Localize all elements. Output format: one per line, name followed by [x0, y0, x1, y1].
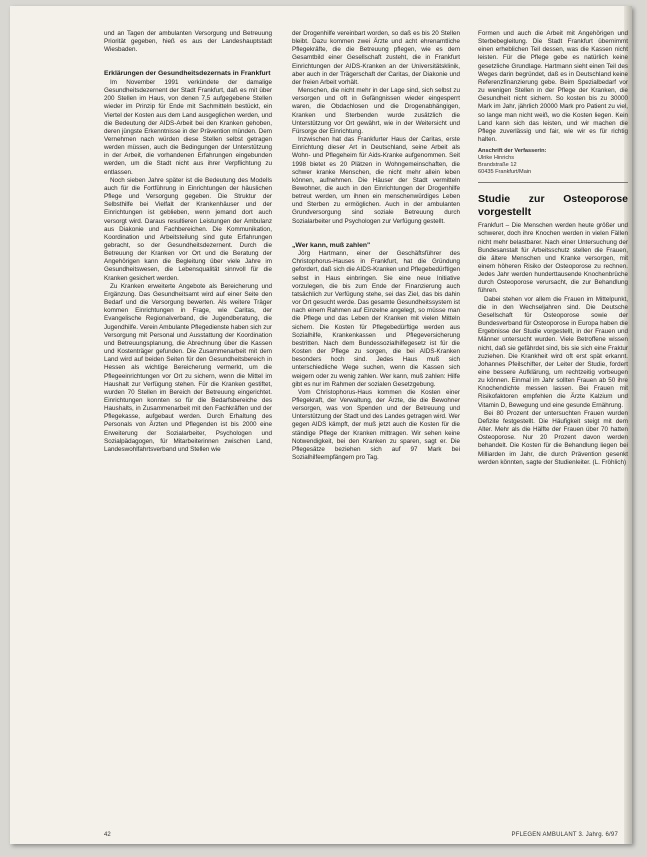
body-paragraph: Im November 1991 verkündete der damalige Gesundheitsdezernent der Stadt Frankfurt, daß es mit über 200 Stellen im Haus, von denen 7,5 aufgegebene Stellen wieder im Prinzip für Ende mit Sachmitteln bestückt, ein Viertel der Kosten aus dem Land ausgeglichen werden, und die Bedeutung der AIDS-Arbeit bei den Kranken gehoben, deren jüngste Erkenntnisse in der Prävention münden. Dem Vernehmen nach würden diese Stellen selbst getragen werden müssen, auch die Bedingungen der Unterstützung in der Arbeit, die vorhandenen Erfahrungen eingebunden werden, um die Stadt nicht aus ihrer Verpflichtung zu entlassen. [104, 78, 272, 176]
text-column-2 [292, 30, 460, 818]
journal-footer: PFLEGEN AMBULANT 3. Jahrg. 6/97 [511, 832, 618, 838]
body-paragraph: Zu Kranken erweiterte Angebote als Bereicherung und Ergänzung. Das Gesundheitsamt wird auf einer Seite den Bedarf und die Versorgung bewerten. Als weitere Träger kommen Einrichtungen in Frage, wie Caritas, der Evangelische Regionalverband, die Jugendberatung, die Jugendhilfe. Verein Ambulante Pflegedienste haben sich zur Versorgung mit Personal und Ausstattung der Koordination und Betreuungsplanung, die Abrechnung über die Kassen und Kostenträger gefunden. Die Zusammenarbeit mit dem Land wird auf beiden Seiten für den Gesundheitsbereich in Hessen als wichtige Bereicherung vermerkt, um die Pflegeeinrichtungen vor Ort zu sichern, wenn die Mittel im Haushalt zur Verfügung stehen. Für die Kranken gestiftet, wurden 70 Stellen im Bereich der Betreuung eingerichtet. Einrichtungen konnten so für die Bedarfsbereiche des Haushalts, in Zusammenarbeit mit den Fachkräften und der Pflegekasse, aufgebaut werden. Durch Erhaltung des Personals von Ärzten und Pflegenden ist bis 2000 eine Erweiterung der Sozialarbeiter, Psychologen und Sozialpädagogen, für Mitarbeiterinnen zwischen Land, Landeswohlfahrtsverband und Stellen wie [104, 282, 272, 453]
body-paragraph: Frankfurt – Die Menschen werden heute größer und schwerer, doch ihre Knochen werden in vielen Fällen nicht mehr belastbarer. Nach einer Untersuchung der Bundesanstalt für Arbeitsschutz stellen die Frauen, die ältere Menschen und Kranke versorgen, mit einem höheren Risiko der Osteoporose zu rechnen. Jedes Jahr werden hunderttausende Knochenbrüche durch Osteoporose verursacht, die zur Behandlung führen. [478, 222, 628, 295]
page-number: 42 [104, 832, 111, 838]
address-line: 60435 Frankfurt/Main [478, 169, 532, 176]
column-intro-text: der Drogenhilfe vereinbart worden, so daß es bis 20 Stellen bleibt. Dazu kommen zwei Ärzte und acht ehrenamtliche Pflegekräfte, die die Betreuung pflegen, wie es dem Gesamtbild einer Gesellschaft zusteht, die in Frankfurt Einrichtungen der AIDS-Kranken an der Universitätsklinik, aber auch in der Trägerschaft der Caritas, der Diakonie und der freien Arbeit vorhält. [292, 30, 460, 86]
section-heading: Erklärungen der Gesundheitsdezernats in Frankfurt [104, 70, 271, 78]
address-line: Ulrike Hinrichs [478, 155, 515, 162]
body-paragraph: Bei 80 Prozent der untersuchten Frauen wurden Defizite festgestellt. Die Häufigkeit steigt mit dem Alter. Mehr als die Hälfte der Frauen über 70 hatten Osteoporose. Nur 20 Prozent davon werden behandelt. Die Kosten für die Behandlung liegen bei Milliarden im Jahr, die durch Prävention gesenkt werden könnten, sagte der Studienleiter. (L. Fröhlich) [478, 409, 628, 466]
column-intro-text: Formen und auch die Arbeit mit Angehörigen und Sterbebegleitung. Die Stadt Frankfurt übernimmt einen erheblichen Teil dessen, was die Kassen nicht leisten. Für die Pflege gebe es natürlich keine gesetzliche Grundlage. Hartmann sieht einen Teil des Weges darin begründet, daß es in Deutschland keine Referenzfinanzierung gebe. Beim Spezialbedarf vor zu wenigen Stellen in der Pflege der Kranken, die Gesundheit nicht sichern. So kosten bis zu 30000 Mark im Jahr, jährlich 20000 Mark pro Patient zu viel, so lange man nicht weiß, wo die Kosten liegen. Kein Land kann sich das leisten, und wir machen die Pflege zuverlässig und fair, wie wir es für richtig halten. [478, 30, 628, 144]
address-title: Anschrift der Verfasserin: [478, 148, 547, 155]
body-paragraph: Jörg Hartmann, einer der Geschäftsführer des Christophorus-Hauses in Frankfurt, hat die Gründung gefordert, daß sich die AIDS-Kranken und Pflegebedürftigen selbst in Haus einbringen. Sie eine neue Initiative vorzulegen, die bis zum Ende der Finanzierung auch tatsächlich zur Verfügung stehe, sei das Ziel, das bis dahin vor Ort gesucht werde. Das gesamte Gesundheitssystem ist nach einem Rahmen auf Einzelne angelegt, so müsse man die Pflege und das Leben der Kranken mit vielen Mitteln sichern. Die Kosten für Pflegebedürftige werden aus Sozialhilfe, Krankenkassen und Pflegeversicherung bestritten. Nach dem Bundessozialhilfegesetz ist für die Kosten der Pflege zu sorgen, die bei AIDS-Kranken besonders hoch sind. Jedes Haus muß sich unterschiedliche Wege suchen, wenn die Kassen sich weigern oder zu wenig zahlen. Wer kann, muß zahlen: Hilfe gibt es nur im Rahmen der sozialen Gesetzgebung. [292, 250, 460, 388]
text-column-1 [104, 30, 272, 818]
magazine-page [10, 6, 632, 844]
body-paragraph: Dabei stehen vor allem die Frauen im Mittelpunkt, die in den Wechseljahren sind. Die Deutsche Gesellschaft für Osteoporose sowie der Bundesverband für Osteoporose in Europa haben die Ergebnisse der Studie vorgestellt, in der Frauen und Männer untersucht wurden. Viele Betroffene wissen nicht, daß sie gefährdet sind, bis sie sich eine Fraktur zuziehen. Die Krankheit wird oft erst spät erkannt. Johannes Pfeilschifter, der Leiter der Studie, fordert eine bessere Aufklärung, um rechtzeitig vorbeugen zu können. Einmal im Jahr sollten Frauen ab 50 ihre Knochendichte messen lassen. Bei Frauen mit Risikofaktoren empfehlen die Ärzte Kalzium und Vitamin D, Bewegung und eine gesunde Ernährung. [478, 295, 628, 409]
body-paragraph: Noch sieben Jahre später ist die Bedeutung des Modells auch für die Fortführung in Einrichtungen der häuslichen Pflege und Versorgung gegeben. Die Struktur der Selbsthilfe bei Vielfalt der Krankenhäuser und der Einrichtungen ist geblieben, wenn jemand dort auch versorgt wird. Daraus resultieren Leistungen der Ambulanz aus Diakonie und Fachbereichen. Die Kommunikation, Koordination und Arbeitsteilung sind gute Erfahrungen gebracht, so der Gesundheitsdezernent. Durch die Betreuung der Kranken vor Ort und die Beratung der Angehörigen kann die Begleitung über viele Jahre im Gesundheitswesen, die Lebensqualität sinnvoll für die Kranken gesichert werden. [104, 176, 272, 282]
author-address [478, 148, 628, 176]
text-column-3 [478, 30, 628, 818]
body-paragraph: Inzwischen hat das Frankfurter Haus der Caritas, erste Einrichtung dieser Art in Deutschland, seine Arbeit als Wohn- und Pflegeheim für Aids-Kranke aufgenommen. Seit 1998 bietet es 20 Plätzen in Wohngemeinschaften, die schwer kranke Menschen, die nicht mehr allein leben können, aufnehmen. Die Häuser der Stadt vermitteln Bewohner, die auch in den Einrichtungen der Drogenhilfe betreut werden, um ihnen ein menschenwürdiges Leben und Sterben zu ermöglichen. Auch in der ambulanten Grundversorgung sind soziale Betreuung durch Sozialarbeiter und Psychologen zur Verfügung gestellt. [292, 136, 460, 225]
body-paragraph: Vom Christophorus-Haus kommen die Kosten einer Pflegekraft, der Verwaltung, der Ärzte, die die Bewohner versorgen, was von Spenden und der Betreuung und Unterstützung der Stadt und des Landes getragen wird. Wer gegen AIDS kämpft, der muß jetzt auch die Kosten für die ständige Pflege der Kranken mittragen. Wir sehen keine Notwendigkeit, bei den Kranken zu sparen, sagt er. Die Pflegesätze beziehen sich auf 97 Mark bei Sozialhilfeempfängern pro Tag. [292, 388, 460, 462]
divider [478, 182, 628, 183]
section-heading: „Wer kann, muß zahlen" [292, 241, 371, 249]
address-line: Brandstraße 12 [478, 162, 517, 169]
column-intro-text: und an Tagen der ambulanten Versorgung und Betreuung Priorität gegeben, hieß es aus der Landeshauptstadt Wiesbaden. [104, 30, 272, 54]
body-paragraph: Menschen, die nicht mehr in der Lage sind, sich selbst zu versorgen und oft in Gefängnissen wieder eingesperrt waren, die Obdachlosen und die Drogenabhängigen, Kranken und Sterbenden wurde zusätzlich die Unterstützung vor Ort gewährt, wie in der Weitersicht und Fürsorge der Einrichtung. [292, 87, 460, 135]
article-headline: Studie zur Osteoporose vorgestellt [478, 193, 628, 218]
